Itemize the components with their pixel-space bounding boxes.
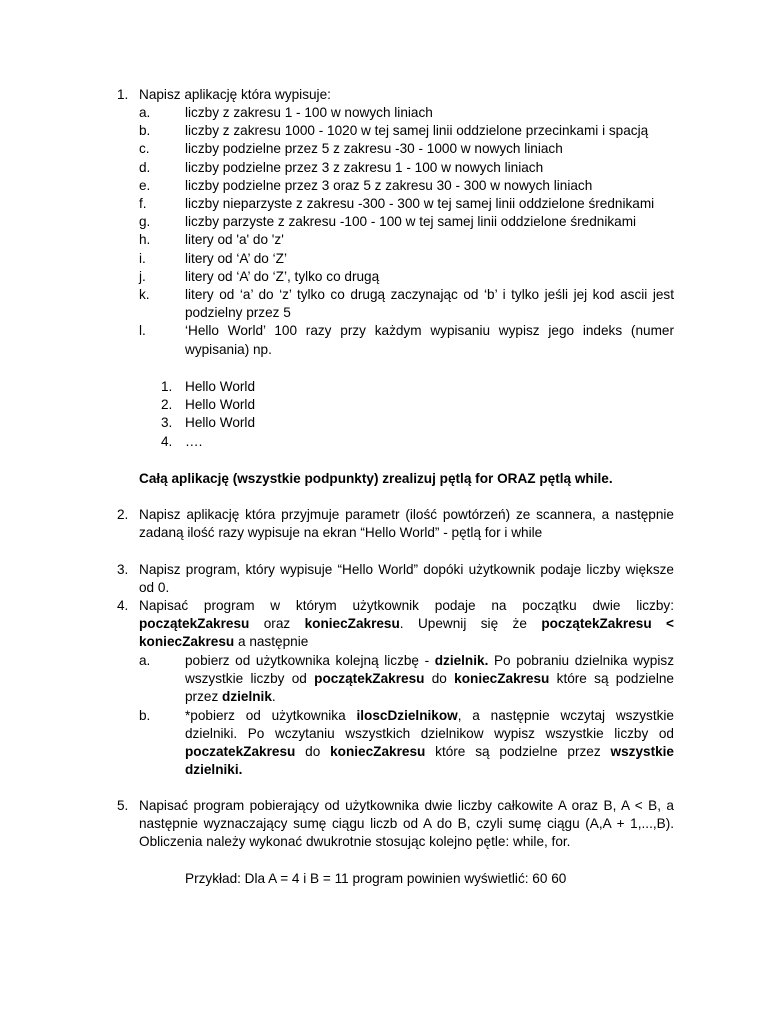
bold-term: wszystkie dzielniki. bbox=[185, 744, 674, 778]
subitem-marker: i. bbox=[139, 250, 146, 266]
subitem-text: litery od ‘a’ do ‘z’ tylko co drugą zaczynając od ‘b’ i tylko jeśli jej kod ascii jest podzielny przez 5 bbox=[185, 287, 674, 321]
subitem-text bbox=[185, 652, 674, 707]
example-text: Hello World bbox=[185, 415, 256, 431]
subitem-text: liczby podzielne przez 3 oraz 5 z zakresu 30 - 300 w nowych liniach bbox=[185, 177, 593, 193]
text-run: które są podzielne przez bbox=[425, 744, 611, 760]
text-run: a następnie bbox=[234, 634, 309, 650]
subitem-text: liczby podzielne przez 5 z zakresu -30 - 1000 w nowych liniach bbox=[185, 141, 563, 157]
subitem-i bbox=[117, 250, 674, 268]
subitem-text: liczby nieparzyste z zakresu -300 - 300 w tej samej linii oddzielone średnikami bbox=[185, 196, 655, 212]
subitem-h bbox=[117, 231, 674, 249]
bold-term: początekZakresu bbox=[139, 616, 250, 632]
subitem-text: liczby parzyste z zakresu -100 - 100 w tej samej linii oddzielone średnikami bbox=[185, 214, 637, 230]
example-line bbox=[117, 378, 674, 396]
subitem-e bbox=[117, 177, 674, 195]
subitem-marker: f. bbox=[139, 196, 147, 212]
question-text: Napisz program, który wypisuje “Hello World” dopóki użytkownik podaje liczby większe od 0. bbox=[139, 562, 674, 596]
question-5 bbox=[117, 797, 674, 852]
subitem-marker: c. bbox=[139, 141, 150, 157]
text-run: . bbox=[271, 689, 276, 705]
text-run: pobierz od użytkownika kolejną liczbę - bbox=[185, 653, 435, 668]
question-number: 5. bbox=[117, 798, 129, 813]
text-run: do bbox=[424, 671, 455, 687]
bold-term: iloscDzielnikow bbox=[356, 707, 458, 723]
text-run: do bbox=[295, 744, 331, 760]
question-5-example bbox=[117, 870, 674, 888]
example-line bbox=[117, 414, 674, 432]
subitem-marker: b. bbox=[139, 123, 151, 139]
example-number: 2. bbox=[161, 397, 173, 413]
example-number: 1. bbox=[161, 379, 173, 394]
subitem-marker: e. bbox=[139, 177, 151, 193]
question-2 bbox=[117, 506, 674, 542]
question-4 bbox=[117, 597, 674, 652]
subitem-marker: j. bbox=[139, 268, 146, 284]
question-text bbox=[139, 597, 674, 652]
text-run: oraz bbox=[249, 616, 305, 632]
subitem-text: litery od ‘A’ do ‘Z’ bbox=[185, 250, 287, 266]
bold-term: koniecZakresu bbox=[330, 744, 426, 760]
text-run: . Upewnij się że bbox=[399, 616, 542, 632]
subitem-marker: b. bbox=[139, 707, 151, 723]
subitem-marker: d. bbox=[139, 159, 151, 175]
subitem-marker: l. bbox=[139, 323, 146, 339]
bold-term: koniecZakresu bbox=[304, 616, 400, 632]
example-line bbox=[117, 433, 674, 451]
subitem-text bbox=[185, 707, 674, 780]
subitem-marker: h. bbox=[139, 232, 151, 248]
bold-term: początekZakresu < koniecZakresu bbox=[139, 616, 674, 650]
subitem-text: liczby z zakresu 1000 - 1020 w tej samej linii oddzielone przecinkami i spacją bbox=[185, 123, 649, 139]
text-run: które są podzielne przez bbox=[185, 671, 674, 705]
example-text: …. bbox=[185, 433, 203, 449]
subitem-text: ‘Hello World’ 100 razy przy każdym wypisaniu wypisz jego indeks (numer wypisania) np. bbox=[185, 323, 674, 357]
question-number: 4. bbox=[117, 598, 129, 613]
text-run: Napisać program w którym użytkownik podaje na początku dwie liczby: bbox=[139, 598, 674, 613]
subitem-k bbox=[117, 286, 674, 322]
subitem-a bbox=[117, 104, 674, 122]
question-3 bbox=[117, 561, 674, 597]
bold-term: koniecZakresu bbox=[454, 671, 550, 687]
question-1-subitems bbox=[117, 104, 674, 359]
question-text: Napisz aplikację która przyjmuje parametr (ilość powtórzeń) ze scannera, a następnie zadaną ilość razy wypisuje na ekran “Hello World” - pętlą for i while bbox=[139, 507, 674, 541]
bold-term: poczatekZakresu bbox=[185, 744, 296, 760]
subitem-text: liczby z zakresu 1 - 100 w nowych liniach bbox=[185, 105, 433, 120]
subitem-d bbox=[117, 159, 674, 177]
question-number: 2. bbox=[117, 507, 129, 522]
question-4-subitems bbox=[117, 652, 674, 779]
subitem-marker: k. bbox=[139, 287, 150, 303]
text-run: Po pobraniu dzielnika wypisz wszystkie liczby od bbox=[185, 653, 674, 687]
question-1 bbox=[117, 86, 674, 104]
subitem-text: litery od 'a' do 'z' bbox=[185, 232, 284, 248]
subitem-g bbox=[117, 213, 674, 231]
example-number: 4. bbox=[161, 433, 173, 449]
subitem-j bbox=[117, 268, 674, 286]
question-1-note bbox=[117, 470, 674, 488]
subitem-b bbox=[117, 707, 674, 780]
bold-note: Całą aplikację (wszystkie podpunkty) zrealizuj pętlą for ORAZ pętlą while. bbox=[139, 471, 613, 486]
question-text: Napisz aplikację która wypisuje: bbox=[139, 87, 331, 102]
subitem-a bbox=[117, 652, 674, 707]
example-text: Hello World bbox=[185, 397, 256, 413]
question-number: 3. bbox=[117, 562, 129, 577]
subitem-b bbox=[117, 122, 674, 140]
example-text: Przykład: Dla A = 4 i B = 11 program powinien wyświetlić: 60 60 bbox=[185, 871, 567, 886]
text-run: , a następnie wczytaj wszystkie dzielniki. Po wczytaniu wszystkich dzielnikow wypisz wszystkie liczby od bbox=[185, 707, 674, 741]
example-text: Hello World bbox=[185, 379, 256, 394]
subitem-l bbox=[117, 322, 674, 358]
subitem-text: litery od ‘A’ do ‘Z’, tylko co drugą bbox=[185, 268, 380, 284]
text-run: *pobierz od użytkownika bbox=[185, 707, 357, 723]
bold-term: dzielnik bbox=[222, 689, 272, 705]
subitem-text: liczby podzielne przez 3 z zakresu 1 - 100 w nowych liniach bbox=[185, 159, 544, 175]
hello-world-example-list bbox=[117, 378, 674, 451]
question-text: Napisać program pobierający od użytkownika dwie liczby całkowite A oraz B, A < B, a następnie wyznaczający sumę ciągu liczb od A do B, czyli sumę ciągu (A,A + 1,...,B). Obliczenia należy wykonać dwukrotnie stosując kolejno pętle: while, for. bbox=[139, 798, 674, 850]
subitem-marker: g. bbox=[139, 214, 151, 230]
bold-term: początekZakresu bbox=[314, 671, 425, 687]
question-number: 1. bbox=[117, 87, 129, 102]
subitem-f bbox=[117, 195, 674, 213]
subitem-marker: a. bbox=[139, 105, 151, 120]
example-line bbox=[117, 396, 674, 414]
subitem-marker: a. bbox=[139, 653, 151, 668]
subitem-c bbox=[117, 140, 674, 158]
bold-term: dzielnik. bbox=[434, 653, 489, 668]
example-number: 3. bbox=[161, 415, 173, 431]
